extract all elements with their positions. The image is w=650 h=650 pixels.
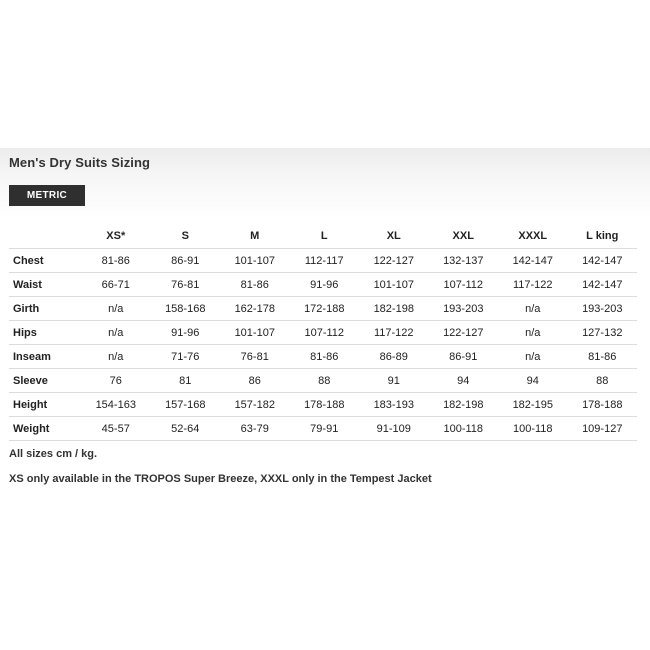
table-cell: 100-118 [498,417,568,441]
row-label: Height [9,393,81,417]
table-cell: 101-107 [220,321,290,345]
table-cell: 101-107 [359,273,429,297]
table-row [9,417,637,441]
table-cell: 158-168 [151,297,221,321]
table-cell: 76 [81,369,151,393]
table-cell: n/a [81,345,151,369]
table-row [9,273,637,297]
row-label: Chest [9,249,81,273]
row-label: Sleeve [9,369,81,393]
table-cell: 178-188 [290,393,360,417]
column-header: L king [586,230,619,242]
table-cell: 142-147 [568,273,638,297]
table-cell: 81-86 [290,345,360,369]
table-row [9,297,637,321]
row-label: Girth [9,297,81,321]
table-cell: 91 [359,369,429,393]
table-cell: 193-203 [568,297,638,321]
column-header: XXL [452,230,474,242]
table-cell: 183-193 [359,393,429,417]
row-label: Inseam [9,345,81,369]
table-row [9,321,637,345]
column-header: XS* [106,230,126,242]
table-cell: 107-112 [290,321,360,345]
table-cell: 63-79 [220,417,290,441]
table-cell: 88 [290,369,360,393]
table-cell: 122-127 [429,321,499,345]
table-cell: 79-91 [290,417,360,441]
table-row [9,369,637,393]
table-cell: 45-57 [81,417,151,441]
column-header [9,224,81,249]
table-cell: n/a [81,297,151,321]
table-cell: 127-132 [568,321,638,345]
table-cell: 142-147 [498,249,568,273]
column-header: M [250,230,260,242]
table-cell: 100-118 [429,417,499,441]
table-cell: 91-109 [359,417,429,441]
table-cell: 91-96 [290,273,360,297]
row-label: Weight [9,417,81,441]
column-header: S [181,230,189,242]
table-cell: 157-168 [151,393,221,417]
table-cell: n/a [498,345,568,369]
table-row [9,393,637,417]
table-cell: 132-137 [429,249,499,273]
table-cell: 162-178 [220,297,290,321]
table-cell: 81-86 [81,249,151,273]
table-cell: n/a [81,321,151,345]
row-label: Hips [9,321,81,345]
table-cell: 154-163 [81,393,151,417]
table-cell: 117-122 [359,321,429,345]
table-cell: 182-198 [429,393,499,417]
table-cell: 182-195 [498,393,568,417]
table-cell: 94 [429,369,499,393]
table-cell: 81-86 [220,273,290,297]
column-header: XXXL [518,230,548,242]
table-cell: 142-147 [568,249,638,273]
table-body [9,249,637,441]
table-cell: 66-71 [81,273,151,297]
table-cell: 52-64 [151,417,221,441]
table-cell: 76-81 [151,273,221,297]
table-cell: n/a [498,321,568,345]
sizing-table [9,224,637,441]
units-note: All sizes cm / kg. [9,448,98,460]
table-row [9,345,637,369]
row-label: Waist [9,273,81,297]
table-cell: 86-91 [429,345,499,369]
column-header: XL [386,230,401,242]
column-header: L [320,230,328,242]
table-cell: 86 [220,369,290,393]
table-cell: 86-91 [151,249,221,273]
table-header-row [9,224,637,249]
tab-metric[interactable]: METRIC [9,185,85,206]
table-cell: 157-182 [220,393,290,417]
table-cell: 94 [498,369,568,393]
table-cell: 91-96 [151,321,221,345]
table-cell: n/a [498,297,568,321]
availability-note: XS only available in the TROPOS Super Breeze, XXXL only in the Tempest Jacket [9,473,432,485]
table-cell: 71-76 [151,345,221,369]
table-cell: 182-198 [359,297,429,321]
table-cell: 122-127 [359,249,429,273]
page-title: Men's Dry Suits Sizing [9,155,151,170]
table-cell: 76-81 [220,345,290,369]
table-cell: 172-188 [290,297,360,321]
table-cell: 88 [568,369,638,393]
table-cell: 112-117 [290,249,360,273]
table-cell: 81 [151,369,221,393]
table-cell: 101-107 [220,249,290,273]
table-cell: 109-127 [568,417,638,441]
table-cell: 86-89 [359,345,429,369]
table-cell: 81-86 [568,345,638,369]
table-cell: 193-203 [429,297,499,321]
table-cell: 178-188 [568,393,638,417]
table-row [9,249,637,273]
table-cell: 117-122 [498,273,568,297]
table-cell: 107-112 [429,273,499,297]
